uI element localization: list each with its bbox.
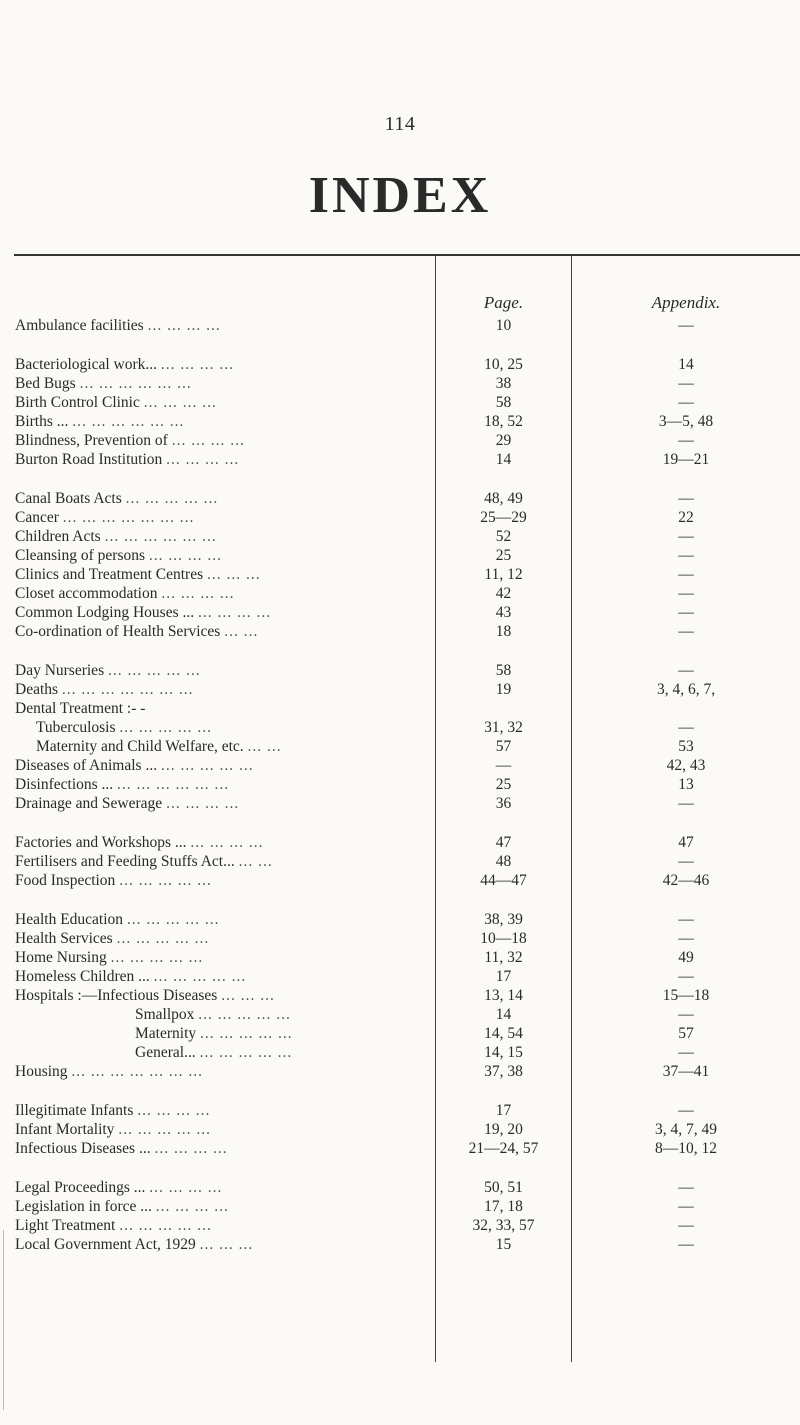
entry-appendix: — — [678, 585, 694, 602]
entry-label — [15, 833, 430, 853]
index-entry — [0, 756, 800, 776]
entry-page: 38, 39 — [484, 911, 523, 928]
entry-label — [15, 680, 430, 700]
entry-appendix: — — [678, 1006, 694, 1023]
entry-page: 37, 38 — [484, 1063, 523, 1080]
index-entry — [0, 910, 800, 930]
entry-text: Health Education — [15, 911, 124, 928]
entry-page: 25—29 — [480, 509, 527, 526]
entry-label — [15, 871, 430, 891]
entry-page: 14 — [495, 1006, 512, 1023]
entry-text: Cancer — [15, 509, 59, 526]
entry-appendix: — — [678, 394, 694, 411]
entry-text: Deaths — [15, 681, 59, 698]
entry-appendix: — — [678, 317, 694, 334]
index-entry — [0, 622, 800, 642]
entry-page: — — [495, 757, 512, 774]
leader-dots: ... ... ... ... ... ... — [79, 375, 192, 392]
index-entry — [0, 431, 800, 451]
leader-dots: ... ... ... — [207, 566, 261, 583]
entry-label — [15, 661, 430, 681]
entry-text: Dental Treatment :- - — [15, 700, 146, 717]
entry-appendix: 15—18 — [662, 987, 710, 1004]
entry-label — [36, 737, 451, 757]
entry-label — [15, 584, 430, 604]
entry-label — [15, 412, 430, 432]
index-entry — [0, 871, 800, 891]
entry-text: Homeless Children ... — [15, 968, 150, 985]
index-entry — [0, 699, 800, 719]
entry-page: 52 — [495, 528, 512, 545]
entry-page: 58 — [495, 662, 512, 679]
entry-label — [15, 986, 430, 1006]
index-entry — [0, 1005, 800, 1025]
entry-page: 11, 32 — [484, 949, 523, 966]
entry-appendix: 37—41 — [662, 1063, 710, 1080]
entry-text: Day Nurseries — [15, 662, 105, 679]
entry-appendix: — — [678, 432, 694, 449]
leader-dots: ... ... ... — [221, 987, 275, 1004]
entry-page: 47 — [495, 834, 512, 851]
entry-appendix: — — [678, 375, 694, 392]
entry-appendix: — — [678, 1179, 694, 1196]
entry-label — [15, 622, 430, 642]
entry-label — [15, 1235, 430, 1255]
entry-page: 31, 32 — [484, 719, 523, 736]
entry-appendix: — — [678, 1198, 694, 1215]
index-entry — [0, 450, 800, 470]
entry-page: 19, 20 — [484, 1121, 523, 1138]
leader-dots: ... ... ... ... — [161, 585, 235, 602]
leader-dots: ... ... — [238, 853, 273, 870]
index-entry — [0, 967, 800, 987]
entry-text: Infant Mortality — [15, 1121, 115, 1138]
leader-dots: ... ... ... ... ... — [126, 911, 220, 928]
leader-dots: ... ... ... ... ... — [116, 930, 210, 947]
entry-page: 14 — [495, 451, 512, 468]
entry-appendix: 53 — [678, 738, 694, 755]
entry-appendix: — — [678, 604, 694, 621]
entry-appendix: 42—46 — [662, 872, 710, 889]
entry-page: 25 — [495, 776, 512, 793]
entry-page: 17 — [495, 1102, 512, 1119]
entry-page: 17, 18 — [484, 1198, 523, 1215]
entry-appendix: — — [678, 623, 694, 640]
entry-text: Fertilisers and Feeding Stuffs Act... — [15, 853, 235, 870]
leader-dots: ... ... ... ... ... — [119, 1217, 212, 1234]
entry-label — [15, 756, 430, 776]
entry-label — [15, 450, 430, 470]
entry-text: Tuberculosis — [36, 719, 116, 736]
entry-page: 19 — [495, 681, 512, 698]
entry-text: Clinics and Treatment Centres — [15, 566, 204, 583]
entry-label — [15, 1139, 430, 1159]
entry-label — [15, 1120, 430, 1140]
entry-label — [15, 775, 430, 795]
entry-page: 43 — [495, 604, 512, 621]
entry-label — [15, 1101, 430, 1121]
entry-appendix: — — [678, 930, 694, 947]
entry-text: Local Government Act, 1929 — [15, 1236, 196, 1253]
entry-text: Burton Road Institution — [15, 451, 163, 468]
entry-page: 10, 25 — [484, 356, 523, 373]
entry-label — [15, 852, 430, 872]
entry-text: Illegitimate Infants — [15, 1102, 134, 1119]
entry-page: 38 — [495, 375, 512, 392]
column-header-appendix: Appendix. — [651, 293, 721, 312]
entry-appendix: 47 — [678, 834, 694, 851]
entry-label — [15, 489, 430, 509]
entry-appendix: — — [678, 1236, 694, 1253]
leader-dots: ... ... ... ... ... — [118, 1121, 211, 1138]
entry-label — [15, 316, 430, 336]
entry-page: 25 — [495, 547, 512, 564]
index-entry — [0, 833, 800, 853]
entry-text: Births ... — [15, 413, 69, 430]
index-entry — [0, 374, 800, 394]
entry-appendix: 22 — [678, 509, 694, 526]
entry-text: Bed Bugs — [15, 375, 76, 392]
margin-line — [3, 1230, 4, 1410]
entry-text: Housing — [15, 1063, 68, 1080]
entry-text: Blindness, Prevention of — [15, 432, 168, 449]
leader-dots: ... ... ... ... ... ... ... — [62, 509, 195, 526]
entry-page: 15 — [495, 1236, 512, 1253]
entry-appendix: 3, 4, 7, 49 — [655, 1121, 717, 1138]
entry-text: General... — [135, 1044, 196, 1061]
entry-text: Light Treatment — [15, 1217, 116, 1234]
entry-appendix: — — [678, 1044, 694, 1061]
index-entry — [0, 412, 800, 432]
entry-text: Cleansing of persons — [15, 547, 146, 564]
leader-dots: ... ... ... ... ... — [119, 719, 213, 736]
entry-appendix: 13 — [678, 776, 694, 793]
leader-dots: ... ... ... ... — [137, 1102, 211, 1119]
leader-dots: ... ... ... ... ... ... ... — [61, 681, 194, 698]
index-entry — [0, 508, 800, 528]
index-entry — [0, 565, 800, 585]
index-entry — [0, 1062, 800, 1082]
entry-page: 42 — [495, 585, 512, 602]
entry-text: Diseases of Animals ... — [15, 757, 158, 774]
page-number: 114 — [384, 113, 416, 135]
entry-text: Canal Boats Acts — [15, 490, 122, 507]
index-entry — [0, 948, 800, 968]
entry-page: 18 — [495, 623, 512, 640]
entry-text: Closet accommodation — [15, 585, 158, 602]
leader-dots: ... ... ... ... ... — [153, 968, 247, 985]
leader-dots: ... ... ... ... — [154, 1140, 228, 1157]
entry-page: 10 — [495, 317, 512, 334]
entry-label — [15, 1062, 430, 1082]
entry-label — [15, 910, 430, 930]
entry-label — [36, 718, 451, 738]
entry-label — [15, 929, 430, 949]
leader-dots: ... ... ... ... — [166, 795, 240, 812]
entry-text: Ambulance facilities — [15, 317, 144, 334]
index-entry — [0, 1043, 800, 1063]
entry-page: 18, 52 — [484, 413, 523, 430]
entry-page: 11, 12 — [484, 566, 523, 583]
leader-dots: ... ... ... ... — [155, 1198, 229, 1215]
entry-label — [15, 355, 430, 375]
leader-dots: ... ... ... — [199, 1236, 254, 1253]
entry-text: Legal Proceedings ... — [15, 1179, 146, 1196]
entry-page: 21—24, 57 — [468, 1140, 539, 1157]
entry-label — [15, 565, 430, 585]
entry-page: 36 — [495, 795, 512, 812]
entry-label — [15, 393, 430, 413]
entry-label — [15, 948, 430, 968]
leader-dots: ... ... ... ... — [198, 604, 272, 621]
index-entry — [0, 546, 800, 566]
index-entry — [0, 489, 800, 509]
entry-page: 13, 14 — [484, 987, 523, 1004]
entry-appendix: 14 — [678, 356, 694, 373]
leader-dots: ... ... ... ... ... ... — [117, 776, 230, 793]
entry-text: Maternity — [135, 1025, 197, 1042]
entry-page: 48, 49 — [484, 490, 523, 507]
entry-page: 44—47 — [480, 872, 527, 889]
entry-appendix: 19—21 — [662, 451, 710, 468]
leader-dots: ... ... ... ... ... — [199, 1044, 293, 1061]
entry-label — [15, 967, 430, 987]
entry-text: Bacteriological work... — [15, 356, 158, 373]
index-entry — [0, 775, 800, 795]
entry-page: 29 — [495, 432, 512, 449]
entry-appendix: 42, 43 — [666, 757, 706, 774]
entry-label — [15, 374, 430, 394]
entry-text: Drainage and Sewerage — [15, 795, 163, 812]
entry-text: Co-ordination of Health Services — [15, 623, 221, 640]
entry-appendix: — — [678, 1217, 694, 1234]
entry-text: Common Lodging Houses ... — [15, 604, 195, 621]
entry-text: Home Nursing — [15, 949, 107, 966]
index-entry — [0, 316, 800, 336]
entry-text: Maternity and Child Welfare, etc. — [36, 738, 244, 755]
entry-appendix: 3, 4, 6, 7, — [656, 681, 716, 698]
entry-appendix: — — [678, 547, 694, 564]
entry-appendix: 49 — [678, 949, 694, 966]
entry-label — [15, 508, 430, 528]
top-rule — [14, 254, 800, 256]
entry-page: 14, 15 — [484, 1044, 523, 1061]
index-entry — [0, 1197, 800, 1217]
index-entry — [0, 1235, 800, 1255]
index-entry — [0, 852, 800, 872]
leader-dots: ... ... ... ... ... — [198, 1006, 291, 1023]
leader-dots: ... ... ... ... — [143, 394, 217, 411]
entry-label — [15, 546, 430, 566]
entry-text: Birth Control Clinic — [15, 394, 140, 411]
entry-text: Disinfections ... — [15, 776, 114, 793]
entry-page: 50, 51 — [484, 1179, 523, 1196]
entry-label — [15, 1178, 430, 1198]
index-entry — [0, 603, 800, 623]
entry-appendix: 57 — [678, 1025, 694, 1042]
index-title: INDEX — [308, 167, 492, 224]
entry-page: 14, 54 — [484, 1025, 523, 1042]
index-entry — [0, 527, 800, 547]
entry-label — [15, 431, 430, 451]
index-entry — [0, 1024, 800, 1044]
leader-dots: ... ... ... ... ... ... ... — [71, 1063, 204, 1080]
leader-dots: ... ... ... ... — [171, 432, 245, 449]
index-entry — [0, 1178, 800, 1198]
entry-appendix: 3—5, 48 — [658, 413, 714, 430]
entry-page: 57 — [495, 738, 512, 755]
entry-appendix: — — [678, 528, 694, 545]
entry-text: Children Acts — [15, 528, 101, 545]
leader-dots: ... ... — [224, 623, 259, 640]
column-header-page: Page. — [483, 293, 524, 312]
index-entry — [0, 929, 800, 949]
leader-dots: ... ... ... ... — [190, 834, 264, 851]
index-entry — [0, 1139, 800, 1159]
leader-dots: ... ... ... ... — [147, 317, 221, 334]
entry-appendix: — — [678, 968, 694, 985]
entry-text: Hospitals :—Infectious Diseases — [15, 987, 218, 1004]
index-entry — [0, 680, 800, 700]
index-entry — [0, 794, 800, 814]
entry-text: Food Inspection — [15, 872, 116, 889]
leader-dots: ... ... ... ... ... — [107, 662, 201, 679]
index-entry — [0, 986, 800, 1006]
index-entry — [0, 737, 800, 757]
index-entry — [0, 1216, 800, 1236]
entry-text: Health Services — [15, 930, 113, 947]
entry-appendix: — — [678, 853, 694, 870]
index-entry — [0, 393, 800, 413]
leader-dots: ... ... ... ... ... — [119, 872, 212, 889]
leader-dots: ... ... ... ... — [149, 1179, 223, 1196]
entry-page: 17 — [495, 968, 512, 985]
entry-appendix: — — [678, 490, 694, 507]
entry-label — [15, 527, 430, 547]
entry-appendix: 8—10, 12 — [655, 1140, 717, 1157]
index-entry — [0, 1101, 800, 1121]
leader-dots: ... ... — [247, 738, 282, 755]
entry-appendix: — — [678, 566, 694, 583]
leader-dots: ... ... ... ... ... ... — [72, 413, 185, 430]
entry-appendix: — — [678, 911, 694, 928]
leader-dots: ... ... ... ... — [148, 547, 223, 564]
leader-dots: ... ... ... ... ... ... — [104, 528, 217, 545]
entry-page: 48 — [495, 853, 512, 870]
entry-label — [15, 794, 430, 814]
index-entry — [0, 1120, 800, 1140]
entry-label — [15, 1216, 430, 1236]
entry-text: Smallpox — [135, 1006, 195, 1023]
entry-page: 58 — [495, 394, 512, 411]
leader-dots: ... ... ... ... ... — [200, 1025, 293, 1042]
index-entry — [0, 355, 800, 375]
entry-text: Factories and Workshops ... — [15, 834, 187, 851]
entry-text: Legislation in force ... — [15, 1198, 152, 1215]
entry-label — [15, 603, 430, 623]
leader-dots: ... ... ... ... — [160, 356, 235, 373]
entry-label — [15, 699, 430, 719]
entry-page: 32, 33, 57 — [472, 1217, 535, 1234]
index-entry — [0, 718, 800, 738]
entry-appendix: — — [678, 719, 694, 736]
leader-dots: ... ... ... ... ... — [110, 949, 204, 966]
index-entry — [0, 584, 800, 604]
entry-appendix: — — [678, 1102, 694, 1119]
entry-text: Infectious Diseases ... — [15, 1140, 151, 1157]
leader-dots: ... ... ... ... — [166, 451, 240, 468]
entry-page: 10—18 — [480, 930, 527, 947]
entry-appendix: — — [678, 795, 694, 812]
leader-dots: ... ... ... ... ... — [160, 757, 254, 774]
leader-dots: ... ... ... ... ... — [125, 490, 219, 507]
index-entry — [0, 661, 800, 681]
entry-appendix: — — [678, 662, 694, 679]
entry-label — [15, 1197, 430, 1217]
